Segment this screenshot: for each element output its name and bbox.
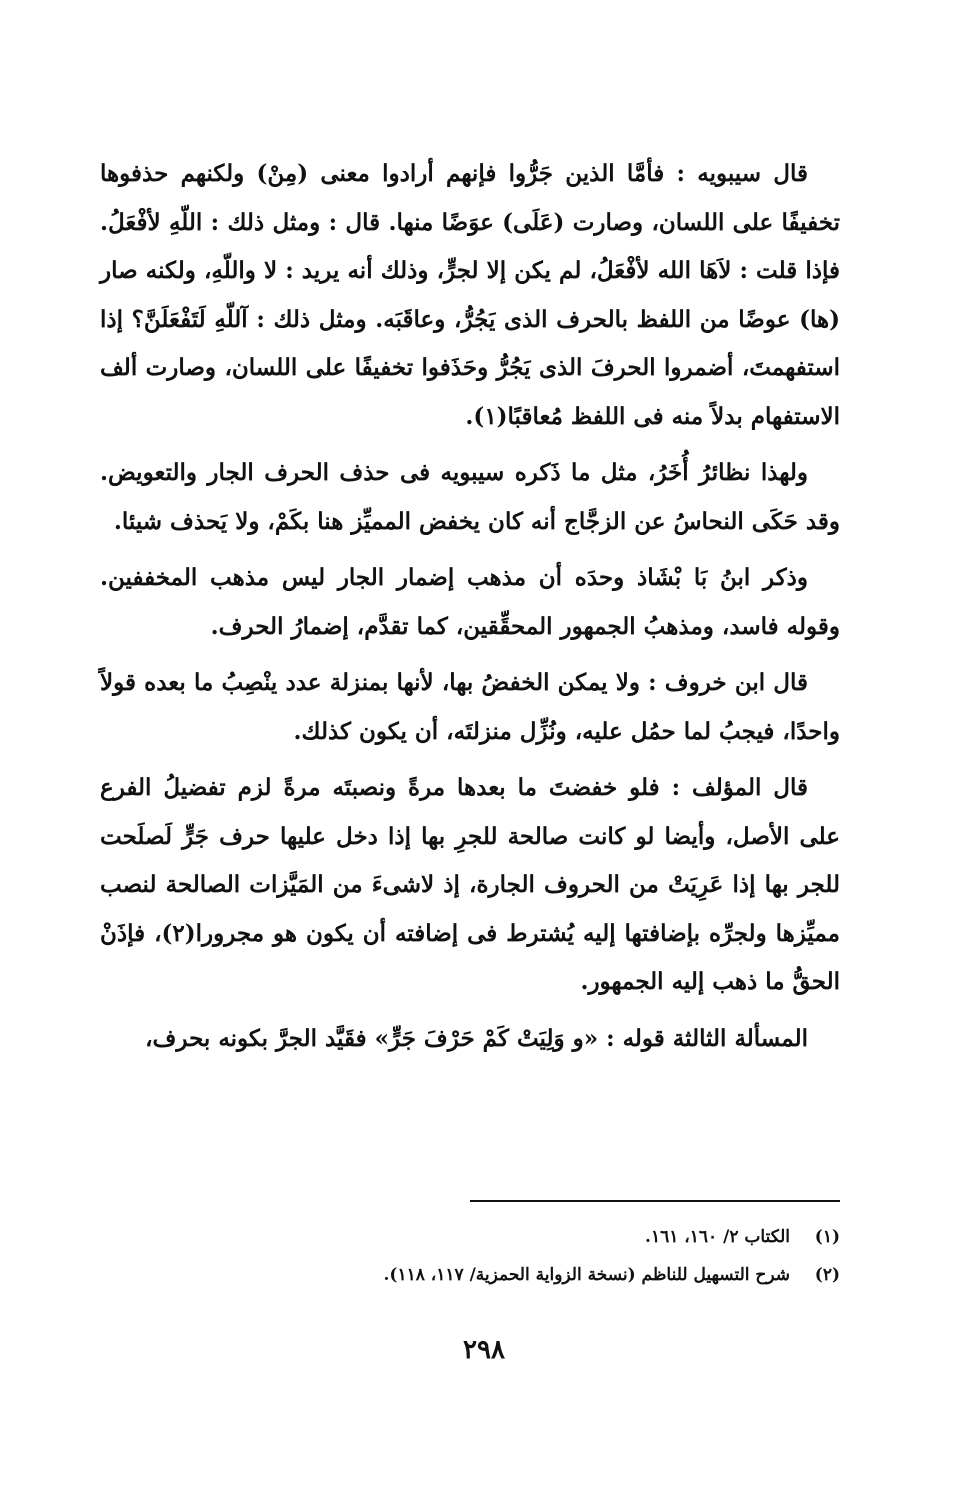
footnote bbox=[100, 1256, 840, 1294]
footnotes bbox=[100, 1218, 840, 1294]
footnote-text: شرح التسهيل للناظم (نسخة الزواية الحمزية/ ١١٧، ١١٨). bbox=[383, 1265, 790, 1285]
main-text bbox=[100, 150, 840, 1071]
footnote bbox=[100, 1218, 840, 1256]
footnote-number: (٢) bbox=[814, 1265, 840, 1285]
footnote-divider bbox=[470, 1200, 840, 1202]
paragraph: وذكر ابنُ بَا بْشَاذ وحدَه أن مذهب إضمار الجار ليس مذهب المخففين. وقوله فاسد، ومذهبُ الجمهور المحقِّقين، كما تقدَّم، إضمارُ الحرف. bbox=[100, 564, 840, 640]
paragraph: ولهذا نظائرُ أُخَرُ، مثل ما ذَكره سيبويه فى حذف الحرف الجار والتعويض. وقد حَكَى النحاسُ عن الزجَّاج أنه كان يخفض المميِّز هنا بكَمْ، ولا يَحذف شيئا. bbox=[100, 459, 840, 535]
page-number: ٢٩٨ bbox=[463, 1335, 505, 1365]
paragraph: قال سيبويه : فأمَّا الذين جَرُّوا فإنهم أرادوا معنى (مِنْ) ولكنهم حذفوها تخفيفًا على اللسان، وصارت (عَلَى) عوَضًا منها. قال : ومثل ذلك : اللّهِ لأفْعَلُ. فإذا قلت : لاَهَا الله لأفْعَلُ، لم يكن إلا لجرٍّ، وذلك أنه يريد : لا واللّهِ، ولكنه صار (ها) عوضًا من اللفظ بالحرف الذى يَجُرُّ، وعاقَبَه. ومثل ذلك : آللّهِ لَتَفْعَلَنَّ؟ إذا استفهمتَ، أضمروا الحرفَ الذى يَجُرُّ وحَذَفوا تخفيفًا على اللسان، وصارت ألف الاستفهام بدلاً منه فى اللفظ مُعاقبًا(١). bbox=[100, 160, 840, 430]
paragraph: قال ابن خروف : ولا يمكن الخفضُ بها، لأنها بمنزلة عدد ينْصِبُ ما بعده قولاً واحدًا، فيجبُ لما حمُل عليه، ونُزِّل منزلتَه، أن يكون كذلك. bbox=[100, 669, 840, 745]
footnote-text: الكتاب ٢/ ١٦٠، ١٦١. bbox=[645, 1227, 790, 1247]
paragraph: قال المؤلف : فلو خفضتَ ما بعدها مرةً ونصبتَه مرةً لزم تفضيلُ الفرع على الأصل، وأيضا لو كانت صالحة للجرِ بها إذا دخل عليها حرف جَرٍّ لَصلَحت للجر بها إذا عَرِيَتْ من الحروف الجارة، إذ لاشىءَ من المَيَّزات الصالحة لنصب مميِّزها ولجرِّه بإضافتها إليه يُشترط فى إضافته أن يكون هو مجرورا(٢)، فإذَنْ الحقُّ ما ذهب إليه الجمهور. bbox=[100, 774, 840, 995]
paragraph: المسألة الثالثة قوله : «و وَلِيَتْ كَمْ حَرْفَ جَرٍّ» فقَيَّد الجرَّ بكونه بحرف، bbox=[145, 1024, 808, 1052]
footnote-number: (١) bbox=[814, 1227, 840, 1247]
